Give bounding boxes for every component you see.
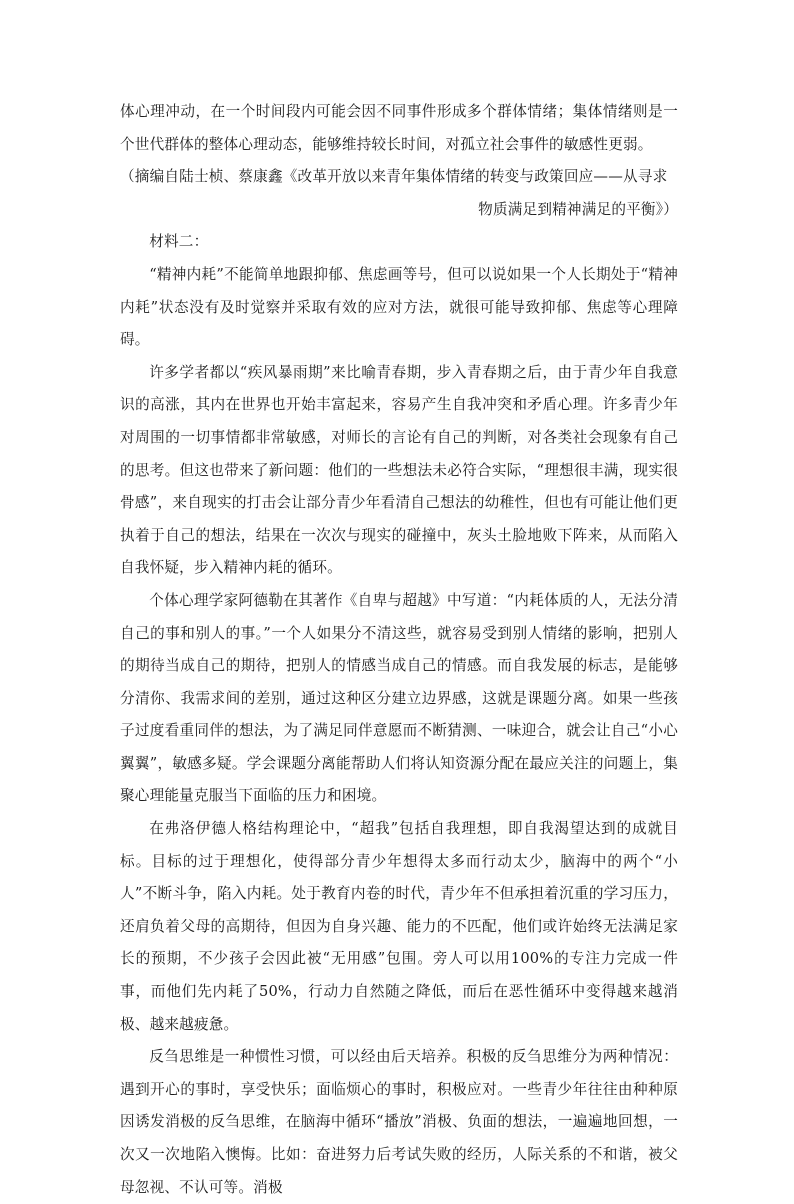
paragraph: 反刍思维是一种惯性习惯，可以经由后天培养。积极的反刍思维分为两种情况：遇到开心的事时，享受快乐；面临烦心的事时，积极应对。一些青少年往往由种种原因诱发消极的反刍思维，在脑海中循环“播放”消极、负面的想法，一遍遍地回想，一次又一次地陷入懊悔。比如：奋进努力后考试失败的经历，人际关系的不和谐，被父母忽视、不认可等。消极: [120, 1048, 678, 1196]
document-body: [120, 96, 678, 1204]
paragraph: 在弗洛伊德人格结构理论中，“超我”包括自我理想，即自我渴望达到的成就目标。目标的过于理想化，使得部分青少年想得太多而行动太少，脑海中的两个“小人”不断斗争，陷入内耗。处于教育内卷的时代，青少年不但承担着沉重的学习压力，还肩负着父母的高期待，但因为自身兴趣、能力的不匹配，他们或许始终无法满足家长的预期，不少孩子会因此被“无用感”包围。旁人可以用100%的专注力完成一件事，而他们先内耗了50%，行动力自然随之降低，而后在恶性循环中变得越来越消极、越来越疲惫。: [120, 820, 678, 1033]
paragraph-continued: 体心理冲动，在一个时间段内可能会因不同事件形成多个群体情绪；集体情绪则是一个世代群体的整体心理动态，能够维持较长时间，对孤立社会事件的敏感性更弱。: [120, 103, 678, 153]
paragraph: “精神内耗”不能简单地跟抑郁、焦虑画等号，但可以说如果一个人长期处于“精神内耗”状态没有及时觉察并采取有效的应对方法，就很可能导致抑郁、焦虑等心理障碍。: [120, 265, 678, 349]
source-citation: （摘编自陆士桢、蔡康鑫《改革开放以来青年集体情绪的转变与政策回应——从寻求: [120, 168, 668, 186]
section-heading-material-two: 材料二：: [149, 233, 209, 251]
source-citation-continued: 物质满足到精神满足的平衡》）: [478, 200, 678, 218]
paragraph: 许多学者都以“疾风暴雨期”来比喻青春期，步入青春期之后，由于青少年自我意识的高涨，其内在世界也开始丰富起来，容易产生自我冲突和矛盾心理。许多青少年对周围的一切事情都非常敏感，对师长的言论有自己的判断，对各类社会现象有自己的思考。但这也带来了新问题：他们的一些想法未必符合实际，“理想很丰满，现实很骨感”，来自现实的打击会让部分青少年看清自己想法的幼稚性，但也有可能让他们更执着于自己的想法，结果在一次次与现实的碰撞中，灰头土脸地败下阵来，从而陷入自我怀疑，步入精神内耗的循环。: [120, 363, 678, 577]
paragraph: 个体心理学家阿德勒在其著作《自卑与超越》中写道：“内耗体质的人，无法分清自己的事和别人的事。”一个人如果分不清这些，就容易受到别人情绪的影响，把别人的期待当成自己的期待，把别人的情感当成自己的情感。而自我发展的标志，是能够分清你、我需求间的差别，通过这种区分建立边界感，这就是课题分离。如果一些孩子过度看重同伴的想法，为了满足同伴意愿而不断猜测、一味迎合，就会让自己“小心翼翼”，敏感多疑。学会课题分离能帮助人们将认知资源分配在最应关注的问题上，集聚心理能量克服当下面临的压力和困境。: [120, 591, 678, 805]
